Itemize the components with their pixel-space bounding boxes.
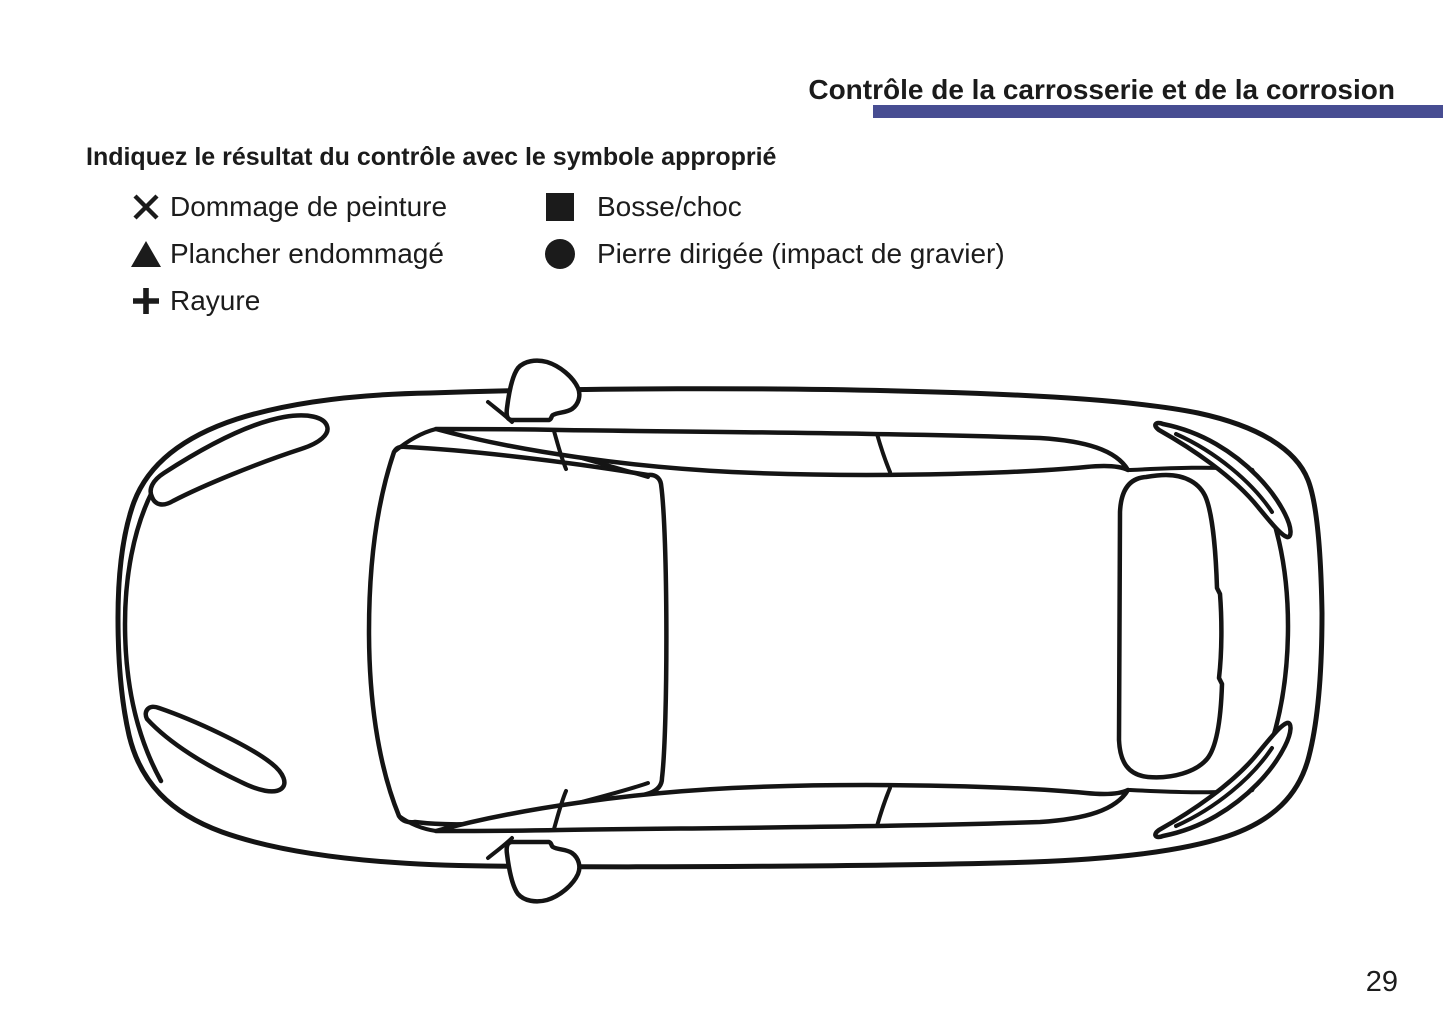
page-title: Contrôle de la carrosserie et de la corrosion — [808, 74, 1395, 105]
instruction-text: Indiquez le résultat du contrôle avec le symbole approprié — [86, 143, 777, 171]
page-number: 29 — [1365, 966, 1398, 998]
windshield — [369, 447, 666, 825]
side-mirror-top — [507, 361, 580, 420]
legend-item-label: Rayure — [170, 285, 261, 316]
legend-item-label: Pierre dirigée (impact de gravier) — [597, 238, 1005, 269]
rear-window — [1119, 475, 1222, 777]
legend-item-label: Bosse/choc — [597, 191, 742, 222]
legend-item-label: Dommage de peinture — [170, 191, 448, 222]
side-mirror-bottom — [507, 842, 580, 901]
legend-item-label: Plancher endommagé — [170, 238, 444, 269]
